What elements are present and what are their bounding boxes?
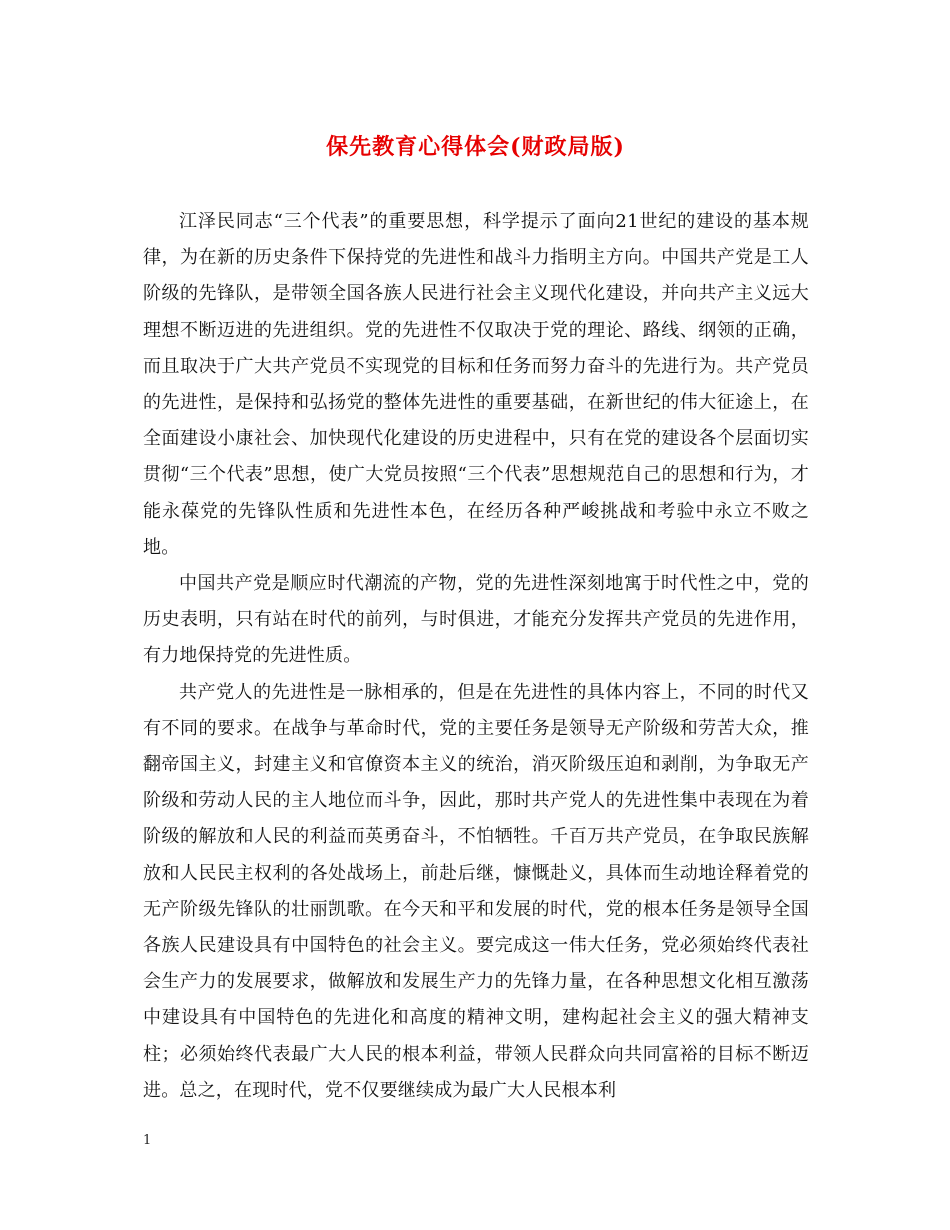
document-title: 保先教育心得体会(财政局版) xyxy=(326,134,625,160)
paragraph-1: 江泽民同志“三个代表”的重要思想，科学提示了面向21世纪的建设的基本规律，为在新的历史条件下保持党的先进性和战斗力指明主方向。中国共产党是工人阶级的先锋队，是带领全国各族人民进行社会主义现代化建设，并向共产主义远大理想不断迈进的先进组织。党的先进性不仅取决于党的理论、路线、纲领的正确，而且取决于广大共产党员不实现党的目标和任务而努力奋斗的先进行为。共产党员的先进性，是保持和弘扬党的整体先进性的重要基础，在新世纪的伟大征途上，在全面建设小康社会、加快现代化建设的历史进程中，只有在党的建设各个层面切实贯彻“三个代表”思想，使广大党员按照“三个代表”思想规范自己的思想和行为，才能永葆党的先锋队性质和先进性本色，在经历各种严峻挑战和考验中永立不败之地。 xyxy=(143,211,809,558)
page-number: 1 xyxy=(143,1133,152,1148)
paragraph-3: 共产党人的先进性是一脉相承的，但是在先进性的具体内容上，不同的时代又有不同的要求。在战争与革命时代，党的主要任务是领导无产阶级和劳苦大众，推翻帝国主义，封建主义和官僚资本主义的统治，消灭阶级压迫和剥削，为争取无产阶级和劳动人民的主人地位而斗争，因此，那时共产党人的先进性集中表现在为着阶级的解放和人民的利益而英勇奋斗，不怕牺牲。千百万共产党员，在争取民族解放和人民民主权利的各处战场上，前赴后继，慷慨赴义，具体而生动地诠释着党的无产阶级先锋队的壮丽凯歌。在今天和平和发展的时代，党的根本任务是领导全国各族人民建设具有中国特色的社会主义。要完成这一伟大任务，党必须始终代表社会生产力的发展要求，做解放和发展生产力的先锋力量，在各种思想文化相互激荡中建设具有中国特色的先进化和高度的精神文明，建构起社会主义的强大精神支柱；必须始终代表最广大人民的根本利益，带领人民群众向共同富裕的目标不断迈进。总之，在现时代，党不仅要继续成为最广大人民根本利 xyxy=(143,681,809,1101)
paragraph-2: 中国共产党是顺应时代潮流的产物，党的先进性深刻地寓于时代性之中，党的历史表明，只有站在时代的前列，与时俱进，才能充分发挥共产党员的先进作用，有力地保持党的先进性质。 xyxy=(143,573,809,667)
document-body xyxy=(143,204,809,1109)
